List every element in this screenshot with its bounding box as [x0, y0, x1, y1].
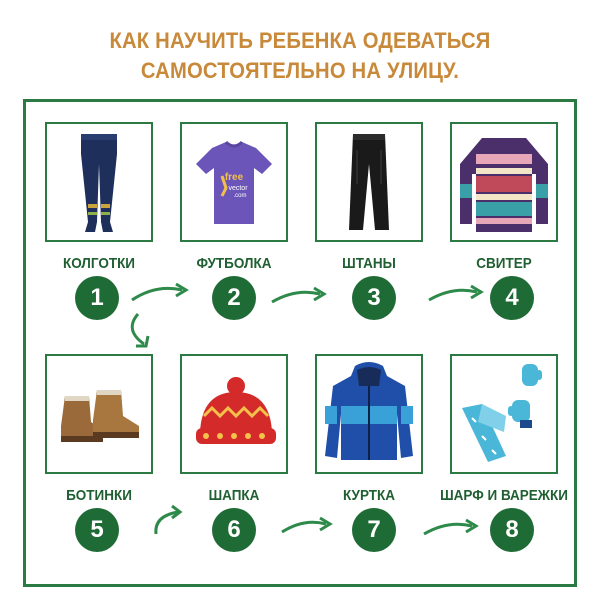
scarf-mittens-icon	[452, 356, 556, 472]
sweater-icon	[452, 124, 556, 240]
step-number-3: 3	[352, 276, 396, 320]
boots-icon	[47, 356, 151, 472]
step-number-7: 7	[352, 508, 396, 552]
step-number-1: 1	[75, 276, 119, 320]
card-sweater	[450, 122, 558, 242]
step-number-4: 4	[490, 276, 534, 320]
card-scarf-mittens	[450, 354, 558, 474]
step-label-8: ШАРФ И ВАРЕЖКИ	[440, 487, 568, 504]
arrow-right-icon	[128, 280, 192, 306]
arrow-right-icon	[278, 514, 338, 538]
step-number-5: 5	[75, 508, 119, 552]
tights-icon	[47, 124, 151, 240]
arrow-right-icon	[420, 516, 484, 540]
step-number-2: 2	[212, 276, 256, 320]
step-number-8: 8	[490, 508, 534, 552]
page-title-line2: САМОСТОЯТЕЛЬНО НА УЛИЦУ.	[140, 58, 460, 83]
tshirt-icon	[182, 124, 286, 240]
step-label-2: ФУТБОЛКА	[196, 255, 272, 272]
card-tights	[45, 122, 153, 242]
arrow-down-curved-icon	[124, 310, 164, 356]
pants-icon	[317, 124, 421, 240]
card-hat	[180, 354, 288, 474]
step-label-6: ШАПКА	[208, 487, 260, 504]
tshirt-print-text-3: .com	[233, 193, 247, 199]
arrow-right-icon	[268, 284, 332, 308]
step-label-4: СВИТЕР	[476, 255, 532, 272]
step-number-6: 6	[212, 508, 256, 552]
jacket-icon	[317, 356, 421, 472]
arrow-up-curved-icon	[148, 504, 188, 538]
tshirt-print-text: free	[224, 172, 244, 183]
hat-icon	[182, 356, 286, 472]
step-label-1: КОЛГОТКИ	[62, 255, 136, 272]
step-label-3: ШТАНЫ	[342, 255, 396, 272]
step-label-7: КУРТКА	[342, 487, 396, 504]
page-title-line1: КАК НАУЧИТЬ РЕБЕНКА ОДЕВАТЬСЯ	[109, 28, 491, 53]
tshirt-print-text-2: vector	[228, 185, 248, 192]
card-boots	[45, 354, 153, 474]
card-pants	[315, 122, 423, 242]
card-jacket	[315, 354, 423, 474]
arrow-right-icon	[425, 282, 489, 306]
card-tshirt	[180, 122, 288, 242]
step-label-5: БОТИНКИ	[66, 487, 132, 504]
